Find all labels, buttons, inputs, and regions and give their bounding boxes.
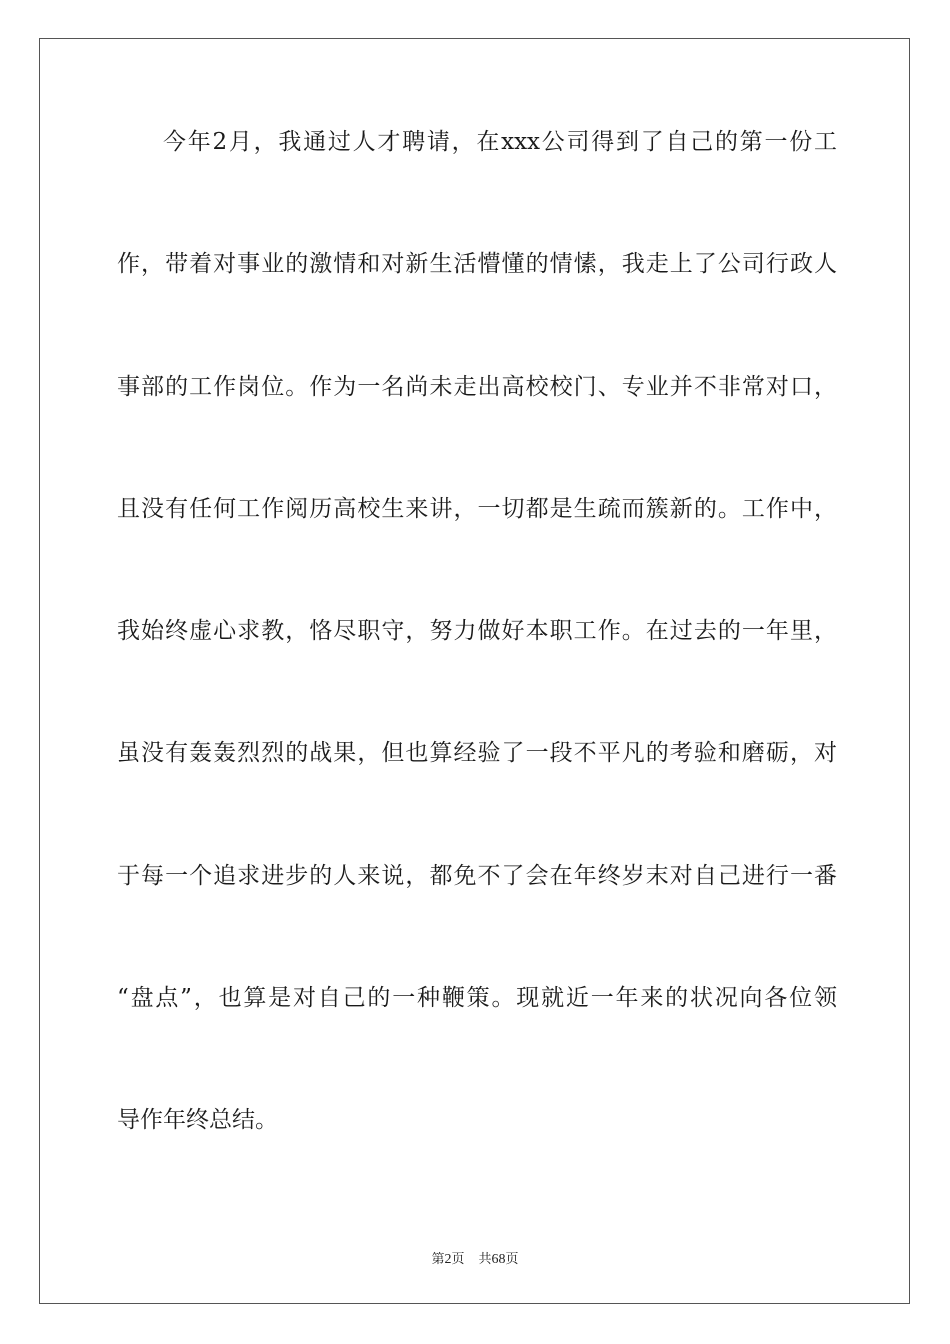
paragraph-line: 导作年终总结。 — [117, 1107, 278, 1134]
total-pages: 68 — [491, 1252, 506, 1267]
paragraph-line: 虽没有轰轰烈烈的战果，但也算经验了一段不平凡的考验和磨砺，对 — [117, 740, 837, 767]
page-suffix: 页 — [451, 1252, 465, 1267]
paragraph-line: 作，带着对事业的激情和对新生活懵懂的情愫，我走上了公司行政人 — [117, 251, 837, 278]
total-prefix: 共 — [478, 1252, 492, 1267]
paragraph-line: 于每一个追求进步的人来说，都免不了会在年终岁末对自己进行一番 — [117, 862, 837, 889]
page-prefix: 第 — [431, 1252, 445, 1267]
page-number: 2 — [444, 1252, 452, 1267]
paragraph-line: 且没有任何工作阅历高校生来讲，一切都是生疏而簇新的。工作中， — [117, 495, 837, 522]
page-footer — [0, 1248, 950, 1268]
paragraph-line: 今年2月，我通过人才聘请，在xxx公司得到了自己的第一份工 — [163, 129, 837, 155]
document-body — [117, 130, 837, 1231]
total-suffix: 页 — [505, 1252, 519, 1267]
paragraph-line: 我始终虚心求教，恪尽职守，努力做好本职工作。在过去的一年里， — [117, 618, 837, 645]
paragraph-line: “盘点”，也算是对自己的一种鞭策。现就近一年来的状况向各位领 — [117, 985, 837, 1012]
paragraph-line: 事部的工作岗位。作为一名尚未走出高校校门、专业并不非常对口， — [117, 373, 837, 400]
